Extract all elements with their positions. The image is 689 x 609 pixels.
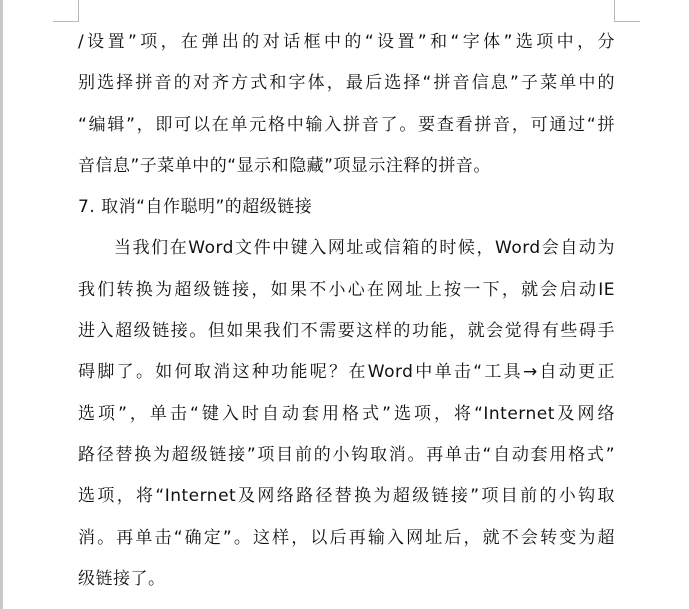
text-line: /设置”项，在弹出的对话框中的“设置”和“字体”选项中，分 bbox=[78, 32, 615, 52]
text-line: 选项”，单击“键入时自动套用格式”选项，将“Internet及网络 bbox=[78, 403, 615, 424]
text-line: 当我们在Word文件中键入网址或信箱的时候，Word会自动为 bbox=[114, 238, 615, 259]
section-title: 取消“自作聪明”的超级链接 bbox=[101, 197, 313, 218]
section-heading bbox=[78, 187, 615, 228]
document-page-body bbox=[78, 22, 615, 600]
text-line: 我们转换为超级链接，如果不小心在网址上按一下，就会启动IE bbox=[78, 279, 615, 300]
window-left-border bbox=[0, 0, 3, 609]
text-line: 别选择拼音的对齐方式和字体，最后选择“拼音信息”子菜单中的 bbox=[78, 73, 615, 94]
text-line: 路径替换为超级链接”项目前的小钩取消。再单击“自动套用格式” bbox=[78, 444, 615, 465]
paragraph-cancel-hyperlink bbox=[78, 228, 615, 600]
text-line: 进入超级链接。但如果我们不需要这样的功能，就会觉得有些碍手 bbox=[78, 321, 615, 342]
page-margin-corner-top-left bbox=[53, 0, 79, 22]
section-number: 7. bbox=[78, 197, 96, 218]
text-line: 碍脚了。如何取消这种功能呢？在Word中单击“工具→自动更正 bbox=[78, 362, 615, 383]
page-margin-corner-top-right bbox=[614, 0, 640, 22]
text-line: 消。再单击“确定”。这样，以后再输入网址后，就不会转变为超 bbox=[78, 527, 615, 548]
text-line: 选项，将“Internet及网络路径替换为超级链接”项目前的小钩取 bbox=[78, 486, 615, 507]
text-line: 音信息”子菜单中的“显示和隐藏”项显示注释的拼音。 bbox=[78, 155, 491, 176]
text-line: “编辑”，即可以在单元格中输入拼音了。要查看拼音，可通过“拼 bbox=[78, 114, 615, 135]
paragraph-pinyin-continuation bbox=[78, 22, 615, 187]
text-line: 级链接了。 bbox=[78, 568, 166, 589]
